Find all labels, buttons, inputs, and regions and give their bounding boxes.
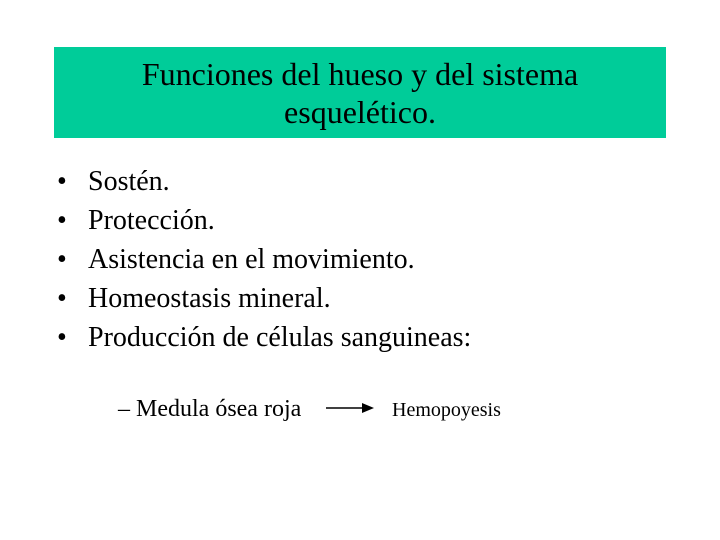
title-line-1: Funciones del hueso y del sistema [141,55,579,92]
title-banner [54,47,666,138]
subitem-result: Hemopoyesis [392,399,501,421]
bullet-list [0,162,720,357]
title-line-2: esquelético. [284,93,436,130]
bullet-item [0,240,720,279]
right-arrow-icon [326,400,374,416]
bullet-text: Protección. [88,205,215,236]
bullet-text: Producción de células sanguineas: [88,322,472,353]
bullet-text: Asistencia en el movimiento. [88,244,415,275]
bullet-marker: • [57,244,67,275]
bullet-item [0,279,720,318]
bullet-text: Homeostasis mineral. [88,283,331,314]
bullet-marker: • [57,166,67,197]
bullet-item [0,318,720,357]
bullet-marker: • [57,322,67,353]
bullet-marker: • [57,283,67,314]
bullet-text: Sostén. [88,166,170,197]
bullet-marker: • [57,205,67,236]
subitem-text: – Medula ósea roja [118,396,302,422]
bullet-item [0,162,720,201]
bullet-item [0,201,720,240]
